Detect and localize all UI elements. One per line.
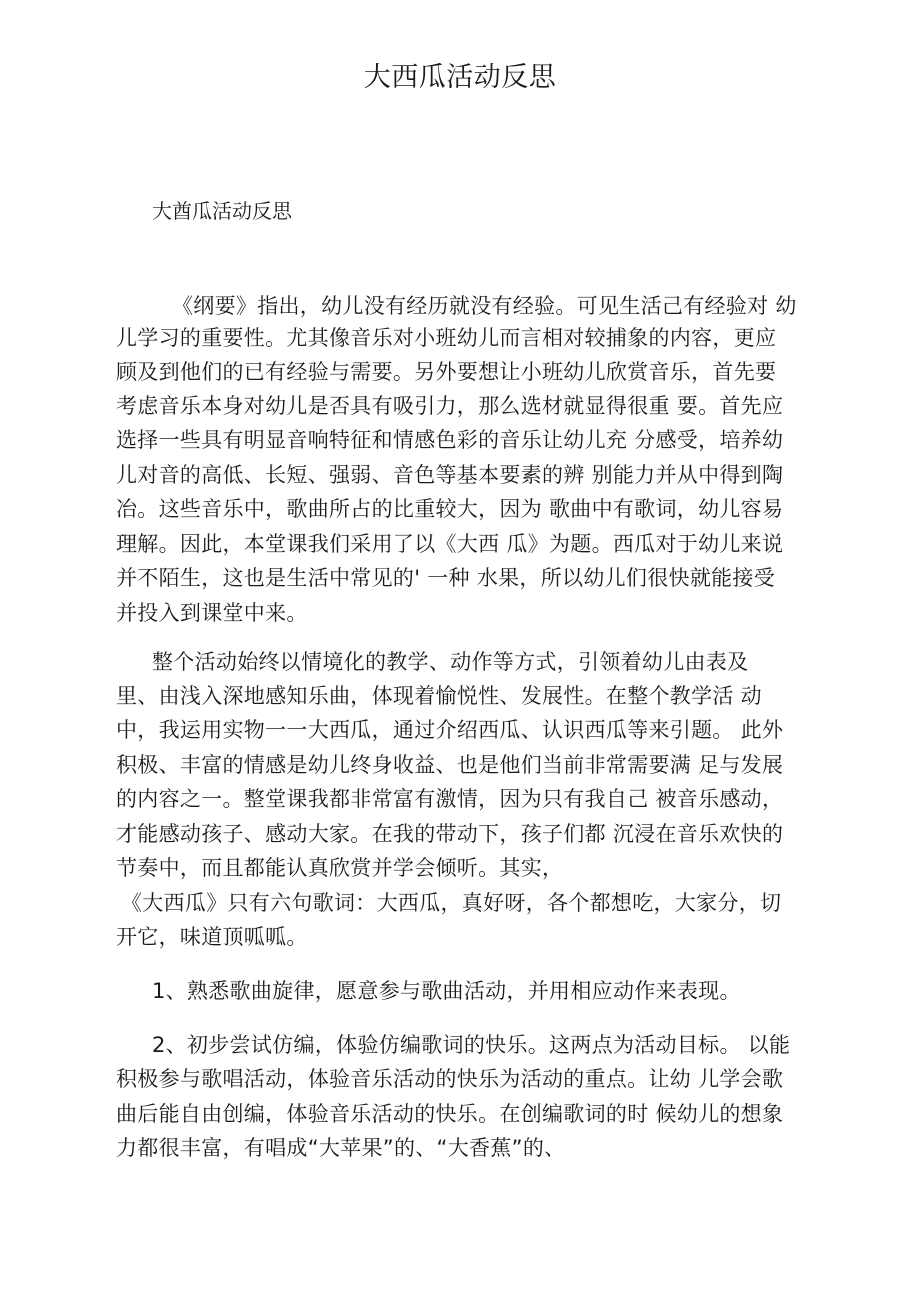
paragraph-line: 中，我运用实物一一大西瓜，通过介绍西瓜、认识西瓜等来引题。 此外: [116, 718, 784, 742]
document-title: 大西瓜活动反思: [363, 62, 557, 93]
paragraph-line: 《纲要》指出，幼儿没有经历就没有经验。可见生活己有经验对 幼: [172, 294, 797, 318]
paragraph-line: 理解。因此，本堂课我们采用了以《大西 瓜》为题。西瓜对于幼儿来说: [116, 532, 784, 556]
paragraph-line: 并投入到课堂中来。: [116, 601, 308, 625]
paragraph-line: 冶。这些音乐中，歌曲所占的比重较大，因为 歌曲中有歌词，幼儿容易: [116, 497, 784, 521]
paragraph-line: 整个活动始终以情境化的教学、动作等方式，引领着幼儿由表及: [152, 650, 749, 674]
document-subtitle: 大酋瓜活动反思: [152, 199, 292, 223]
paragraph-line: 力都很丰富，有唱成“大苹果”的、“大香蕉”的、: [116, 1136, 566, 1160]
list-item: 1、熟悉歌曲旋律，愿意参与歌曲活动，并用相应动作来表现。: [152, 979, 741, 1003]
list-item: 2、初步尝试仿编，体验仿编歌词的快乐。这两点为活动目标。 以能: [152, 1033, 791, 1057]
paragraph-line: 顾及到他们的已有经验与需要。另外要想让小班幼儿欣赏音乐，首先要: [116, 360, 777, 384]
paragraph-line: 儿对音的高低、长短、强弱、音色等基本要素的辨 别能力并从中得到陶: [116, 463, 784, 487]
paragraph-line: 考虑音乐本身对幼儿是否具有吸引力，那么选材就显得很重 要。首先应: [116, 394, 784, 418]
paragraph-line: 积极参与歌唱活动，体验音乐活动的快乐为活动的重点。让幼 儿学会歌: [116, 1067, 784, 1091]
paragraph-line: 曲后能自由创编，体验音乐活动的快乐。在创编歌词的时 候幼儿的想象: [116, 1102, 784, 1126]
paragraph-line: 儿学习的重要性。尤其像音乐对小班幼儿而言相对较捕象的内容，更应: [116, 326, 777, 350]
paragraph-line: 的内容之一。整堂课我都非常富有激情，因为只有我自己 被音乐感动，: [116, 787, 784, 811]
paragraph-line: 里、由浅入深地感知乐曲，体现着愉悦性、发展性。在整个教学活 动: [116, 684, 762, 708]
paragraph-line: 积极、丰富的情感是幼儿终身收益、也是他们当前非常需要满 足与发展: [116, 753, 784, 777]
paragraph-line: 才能感动孩子、感动大家。在我的带动下，孩子们都 沉浸在音乐欢快的: [116, 822, 784, 846]
paragraph-line: 开它，味道顶呱呱。: [116, 925, 308, 949]
paragraph-line: 并不陌生，这也是生活中常见的' 一种 水果，所以幼儿们很快就能接受: [116, 566, 776, 590]
paragraph-line: 节奏中，而且都能认真欣赏并学会倾听。其实，: [116, 856, 564, 880]
paragraph-line: 选择一些具有明显音响特征和情感色彩的音乐让幼儿充 分感受，培养幼: [116, 428, 784, 452]
paragraph-line: 《大西瓜》只有六句歌词：大西瓜，真好呀，各个都想吃，大家分，切: [121, 891, 782, 915]
